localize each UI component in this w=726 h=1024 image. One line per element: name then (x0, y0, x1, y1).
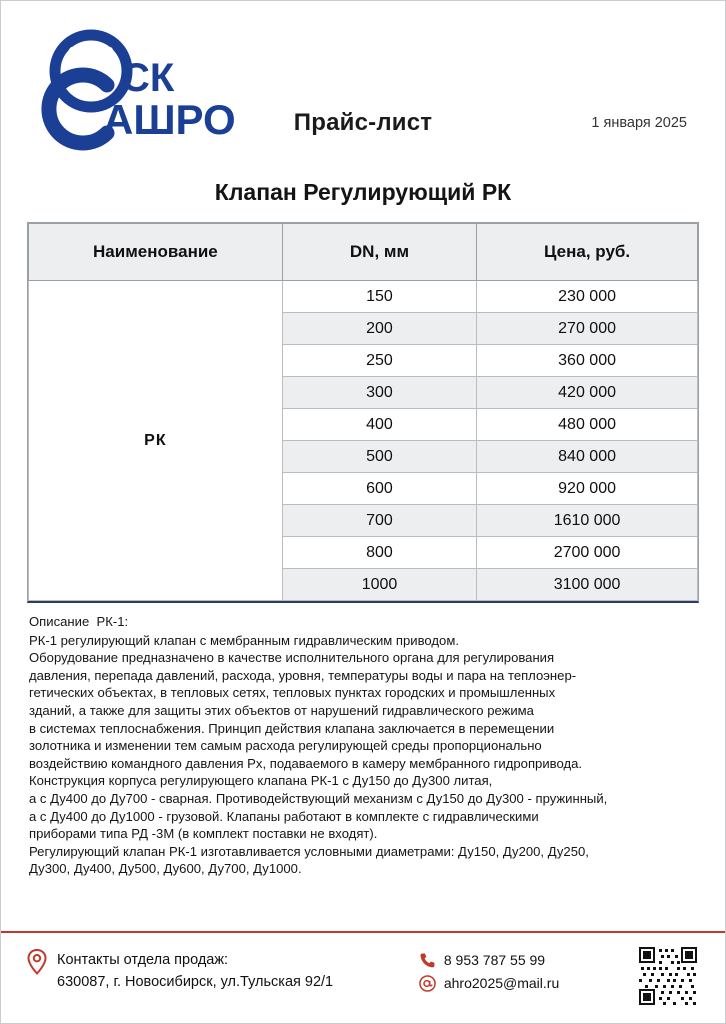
cell-dn: 200 (282, 313, 476, 345)
cell-price: 230 000 (477, 281, 698, 313)
table-header-row (29, 224, 698, 281)
column-header-name: Наименование (29, 224, 283, 281)
description-line: Конструкция корпуса регулирующего клапана РК-1 с Ду150 до Ду300 литая, (29, 773, 493, 789)
contacts-address: 630087, г. Новосибирск, ул.Тульская 92/1 (57, 974, 334, 990)
phone-icon (419, 952, 436, 969)
cell-dn: 800 (282, 537, 476, 569)
location-pin-icon (27, 949, 47, 975)
cell-price: 920 000 (477, 473, 698, 505)
cell-dn: 700 (282, 505, 476, 537)
description-line: в системах теплоснабжения. Принцип действия клапана заключается в перемещении (29, 720, 555, 736)
description-line: Ду300, Ду400, Ду500, Ду600, Ду700, Ду1000. (29, 861, 302, 877)
email-address: ahro2025@mail.ru (443, 975, 560, 991)
description-line: Регулирующий клапан РК-1 изготавливается условными диаметрами: Ду150, Ду200, Ду250, (29, 843, 589, 859)
svg-text:СК: СК (121, 56, 175, 100)
description-line: а с Ду400 до Ду700 - сварная. Противодействующий механизм с Ду150 до Ду300 - пружинный, (29, 790, 608, 806)
cell-dn: 600 (282, 473, 476, 505)
email-icon (419, 975, 436, 992)
cell-dn: 150 (282, 281, 476, 313)
cell-price: 840 000 (477, 441, 698, 473)
cell-dn: 250 (282, 345, 476, 377)
qr-code[interactable] (637, 945, 699, 1007)
cell-dn: 500 (282, 441, 476, 473)
phone-row[interactable] (419, 949, 559, 972)
cell-dn: 1000 (282, 569, 476, 601)
contacts-title: Контакты отдела продаж: (57, 952, 229, 968)
cell-price: 3100 000 (477, 569, 698, 601)
description-line: воздействию командного давления Рх, подаваемого в камеру мембранного гидропривода. (29, 755, 582, 771)
column-header-dn: DN, мм (282, 224, 476, 281)
cell-price: 270 000 (477, 313, 698, 345)
cell-price: 360 000 (477, 345, 698, 377)
description-line: приборами типа РД -3М (в комплект поставки не входят). (29, 826, 378, 842)
contacts-right-block (419, 943, 559, 995)
price-table (28, 223, 698, 601)
svg-text:АШРО: АШРО (103, 96, 236, 143)
cell-price: 480 000 (477, 409, 698, 441)
table-row (29, 281, 698, 313)
description-heading: Описание РК-1: (29, 614, 129, 629)
description-line: зданий, а также для защиты этих объектов от нарушений гидравлического режима (29, 702, 534, 718)
contacts-block (27, 943, 333, 993)
description-line: давления, перепада давлений, расхода, уровня, температуры воды и пара на теплоэнер- (29, 667, 577, 683)
phone-number: 8 953 787 55 99 (443, 952, 546, 968)
description-line: а с Ду400 до Ду1000 - грузовой. Клапаны работают в комплекте с гидравлическими (29, 808, 539, 824)
page-header (1, 1, 725, 173)
cell-price: 420 000 (477, 377, 698, 409)
cell-dn: 300 (282, 377, 476, 409)
product-name-cell: РК (29, 281, 283, 601)
document-title: Прайс-лист (293, 109, 433, 136)
description-line: РК-1 регулирующий клапан с мембранным гидравлическим приводом. (29, 632, 459, 648)
cell-price: 2700 000 (477, 537, 698, 569)
description-block (29, 613, 697, 878)
document-date: 1 января 2025 (591, 115, 687, 131)
product-title: Клапан Регулирующий РК (214, 179, 512, 205)
description-line: гетических объектах, в тепловых сетях, тепловых пунктах городских и промышленных (29, 685, 556, 701)
description-line: Оборудование предназначено в качестве исполнительного органа для регулирования (29, 650, 555, 666)
column-header-price: Цена, руб. (477, 224, 698, 281)
email-row[interactable] (419, 972, 559, 995)
page-footer (1, 931, 725, 1023)
price-table-wrap (27, 222, 699, 603)
cell-dn: 400 (282, 409, 476, 441)
description-line: золотника и изменении тем самым расхода регулирующей среды пропорционально (29, 738, 542, 754)
cell-price: 1610 000 (477, 505, 698, 537)
